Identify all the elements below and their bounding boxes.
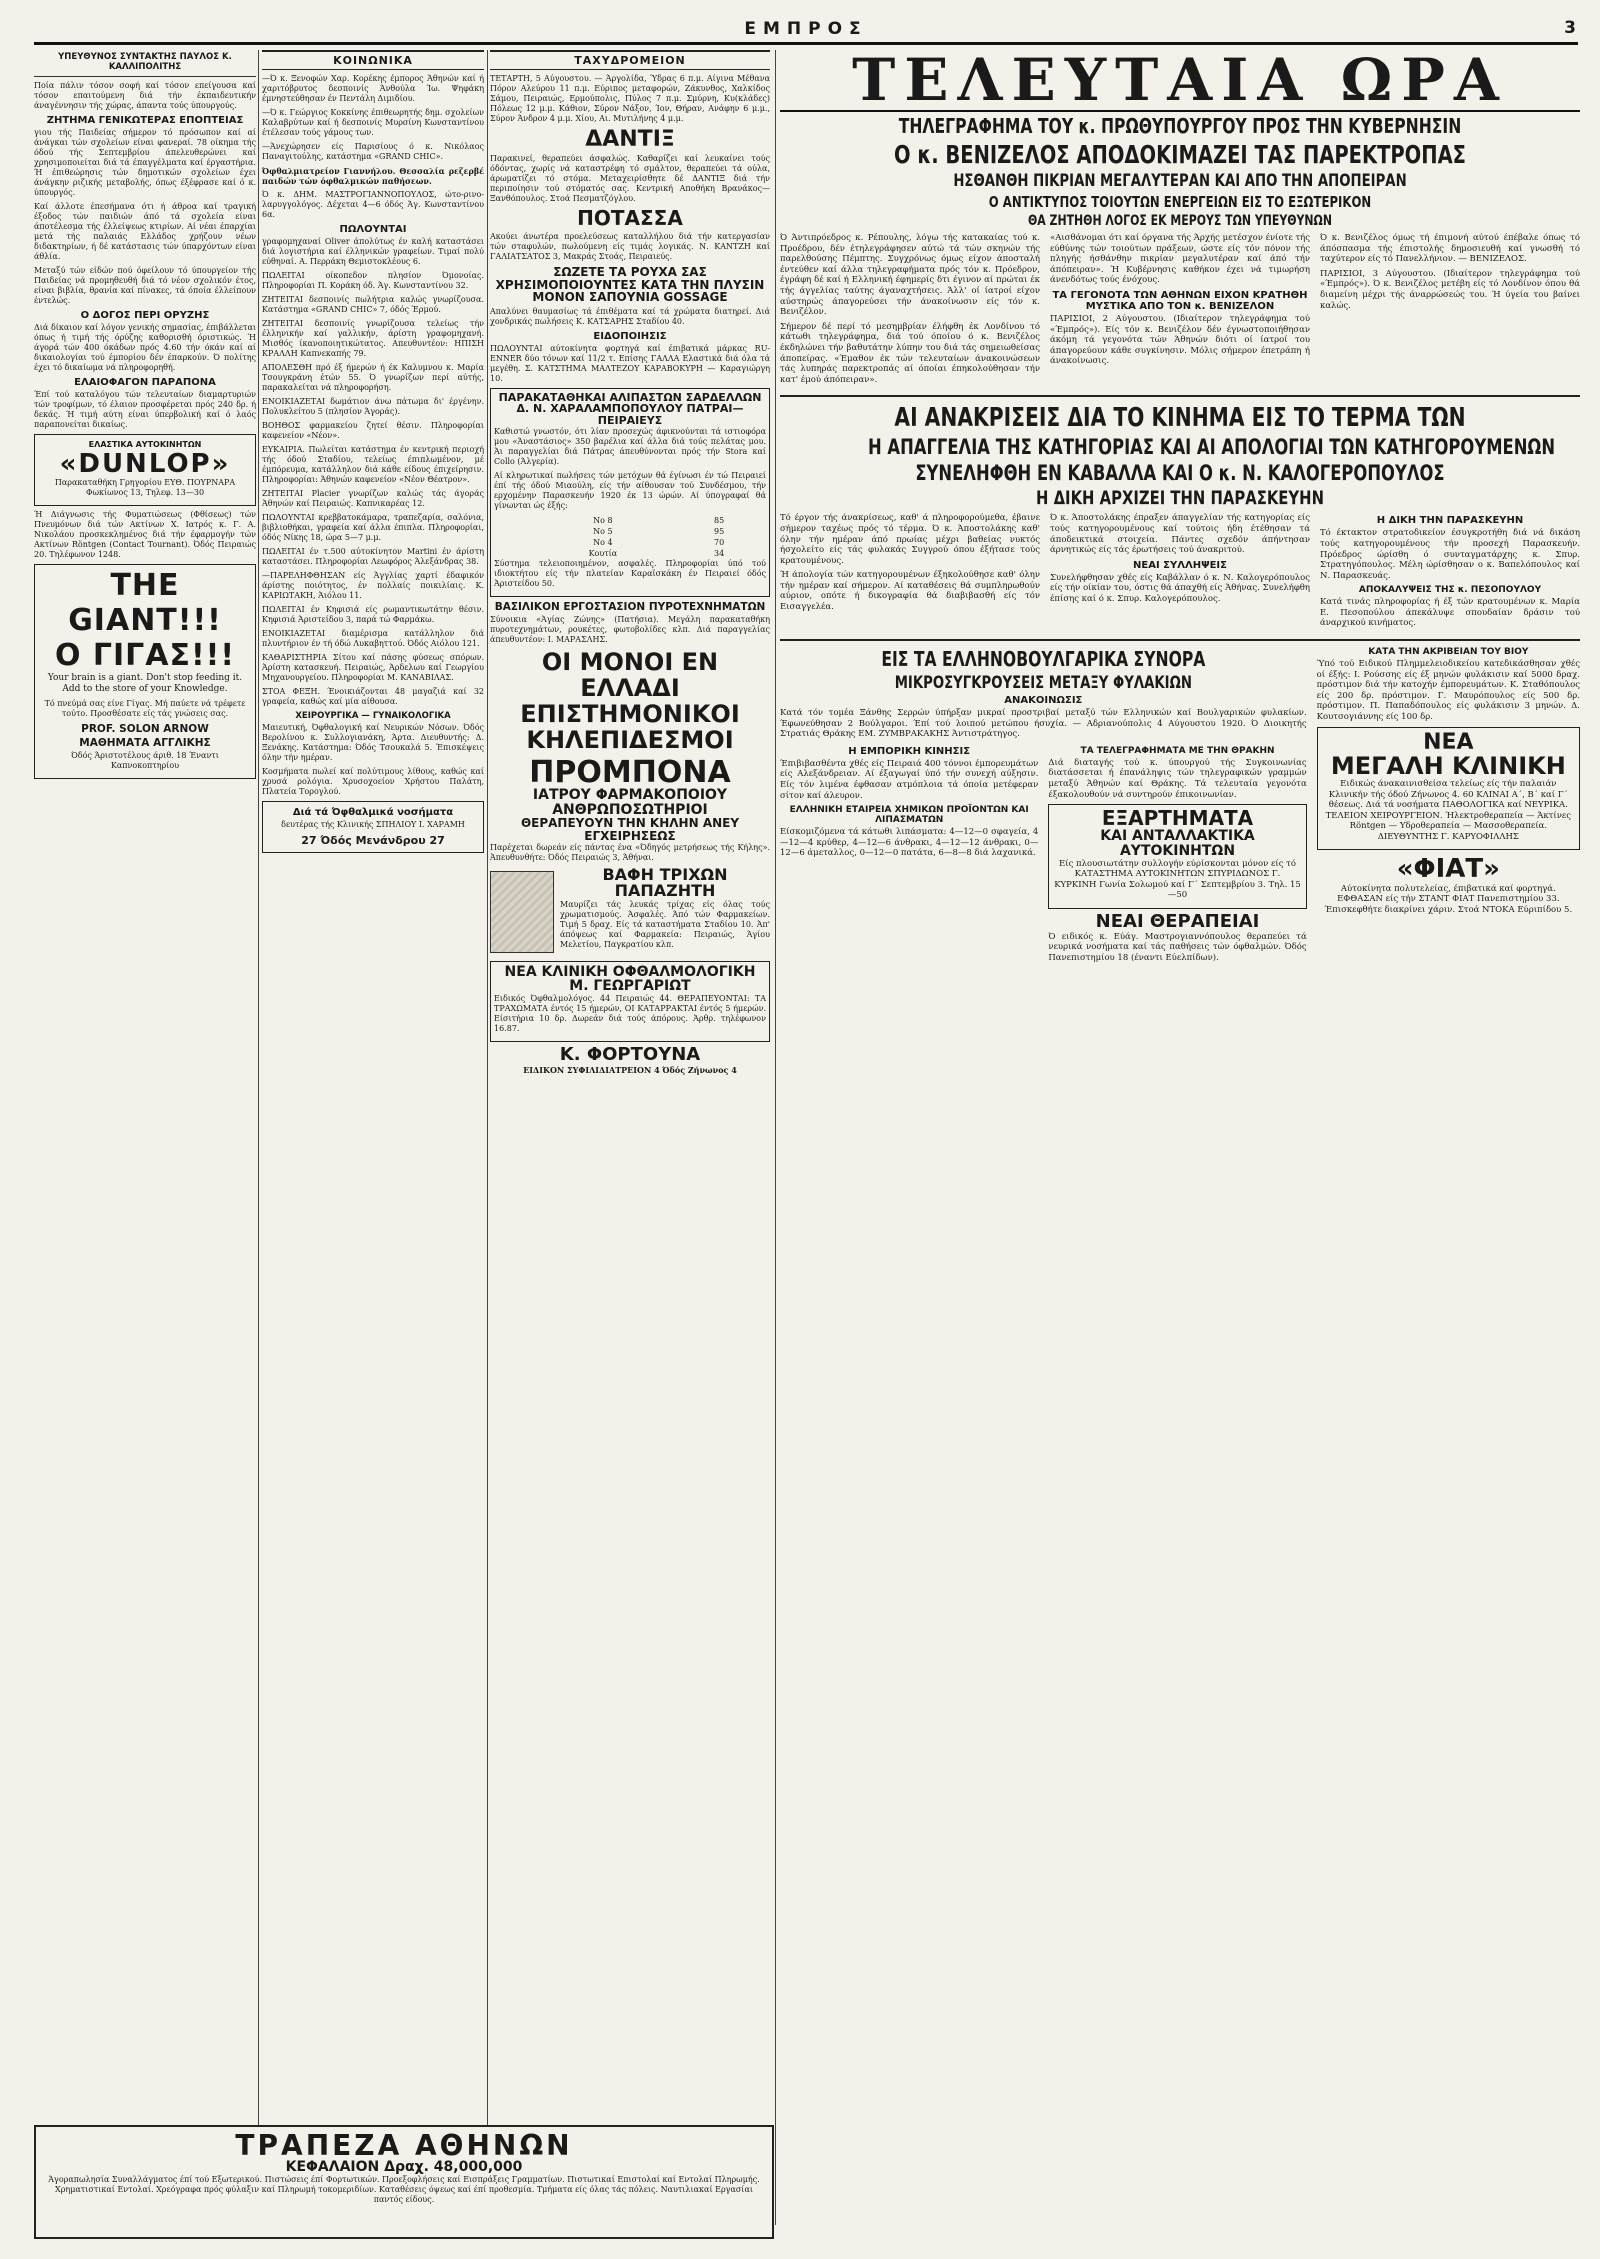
price-label: Κουτία [588,548,618,558]
article-paragraph: Ό κ. Βενιζέλος όμως τή έπιμονή αύτού έπέβαλε όπως τό άπόσπασμα τής έπιστολής δημοσιευθή καί γνωσθή τό ταχύτερον είς τό Πανελλήνιον. — ΒΕΝΙΖΕΛΟΣ. [1320,233,1580,265]
social-item: —Ό κ. Γεώργιος Κοκκίνης έπιθεωρητής δημ. σχολείων Καλαβρύτων καί ή δεσποινίς Μυρσίνη Κωνσταντίνου έτέλεσαν τούς γάμους των. [262,108,484,137]
latest-news-section [780,46,1580,2240]
article-paragraph: γιου τής Παιδείας σήμερον τό πρόσωπον καί αί άνάγκαι τών σχολείων είναι φανεραί. 78 οίκημα τής όδού τής Σεπτεμβρίου άπελευθερώνει καί χρησιμοποιείται διά τά έπαγγέλματα καί έργαστήρια. Ή έπιθεώρησις τών δημοτικών σχολείων έχει άνάγκην ριζικής μεταβολής, όπως έξέφρασε καί ό κ. ύπουργός. [34,128,256,197]
classified-item: ΠΩΛΕΙΤΑΙ έν τ.500 αύτοκίνητον Martini έν άρίστη καταστάσει. Πληροφορίαι Λεωφόρος Άλεξάνδρας 38. [262,547,484,566]
ad-subtitle: ΚΑΙ ΑΝΤΑΛΛΑΚΤΙΚΑ ΑΥΤΟΚΙΝΗΤΩΝ [1100,828,1255,859]
headline-deck: ΗΣΘΑΝΘΗ ΠΙΚΡΙΑΝ ΜΕΓΑΛΥΤΕΡΑΝ ΚΑΙ ΑΠΟ ΤΗΝ ΑΠΟΠΕΙΡΑΝ [953,171,1407,191]
article-paragraph: ΠΑΡΙΣΙΟΙ, 3 Αύγουστου. (Ιδιαίτερον τηλεγράφημα τού «Έμπρός»). Ό κ. Βενιζέλος μετέβη είς τό Λονδίνον όπου θά διαμείνη μέχρι τής άναρρώσεώς του. Ή ύγεία του βαίνει καλώς. [1320,268,1580,311]
article-subheading: ΑΝΑΚΟΙΝΩΣΙΣ [1004,695,1083,707]
article-paragraph: Καί άλλοτε έπεσήμανα ότι ή άθροα καί τραγική έξοδος τών παιδιών άπό τά σχολεία είναι άποτέλεσμα τής έλλείψεως κτιρίων. Αί νέαι έπαρχίαι μετά τής παλαιάς Ελλάδος χρήζουν νέων διδακτηρίων, ή δέ κατάστασις τών ύπαρχόντων είναι άθλία. [34,202,256,261]
soap-headline: ΣΩΖΕΤΕ ΤΑ ΡΟΥΧΑ ΣΑΣ ΧΡΗΣΙΜΟΠΟΙΟΥΝΤΕΣ ΚΑΤΑ ΤΗΝ ΠΛΥΣΙΝ ΜΟΝΟΝ ΣΑΠΟΥΝΙΑ GOSSAGE [495,265,765,305]
price-row [535,526,725,537]
ad-text: Παρακινεί, θεραπεύει άσφαλώς. Καθαρίζει καί λευκαίνει τούς όδόντας, χωρίς νά καταστρέφη τό σμάλτον, θεραπεύει τά ούλα, άρωματίζει τό στόμα. Μεταχειρίσθητε δέ ΔΑΝΤΙΞ διά τήν περιποίησιν τού στόματός σας. Κεντρική Αποθήκη Βρανάκος—Ξανθόπουλος. Στοά Πεσματζόγλου. [490,154,770,204]
article-paragraph: Τό έργον τής άνακρίσεως, καθ' ά πληροφορούμεθα, έβαινε σήμερον ταχέως πρός τό τέρμα. Ό κ. Άποστολάκης καθ' όλην τήν ημέραν άπό πρωίας μέχρι βαθείας νυκτός ήσχολείτο είς τάς φυλακάς Συγγρού όπου έξήτασε τούς κρατουμένους. [780,513,1040,566]
price-value: 85 [714,515,725,525]
ophthalmology-advertisement [490,961,770,1042]
ad-text: Παρέχεται δωρεάν είς πάντας ένα «Όδηγός μετρήσεως τής Κήλης». Άπευθυνθήτε: Όδός Πειραιώς 3, Άθήναι. [490,842,770,862]
headline-deck: Η ΑΠΑΓΓΕΛΙΑ ΤΗΣ ΚΑΤΗΓΟΡΙΑΣ ΚΑΙ ΑΙ ΑΠΟΛΟΓΙΑΙ ΤΩΝ ΚΑΤΗΓΟΡΟΥΜΕΝΩΝ [868,435,1556,460]
therapies-headline: ΝΕΑΙ ΘΕΡΑΠΕΙΑΙ [1095,910,1260,932]
article-paragraph: Ό Άντιπρόεδρος κ. Ρέπουλης, λόγω τής κατακαίας τού κ. Προέδρου, δέν έτηλεγράφησεν αύτώ τά τών σκηνών τής παρελθούσης Πέμπτης. Συγχρόνως όμως είχον άποσταλή έντεύθεν καί άλλα τηλεγραφήματα πρός τόν κ. Πρόεδρον, έγράφη δέ καί ή Ελληνική έφημερίς δτι έγινον αί πρώται έκ τής άγγελίας ταύτης άγαναχτήσεις. Άλλ' οί ίατροί είχον αύστηρώς άπαγορεύσει τήν άνακοίνωσιν είς τόν κ. Βενιζέλον. [780,233,1040,318]
ad-title: ΒΑΦΗ ΤΡΙΧΩΝ ΠΑΠΑΖΗΤΗ [602,864,728,901]
ad-text: Παρακαταθήκη Γρηγορίου ΕΥΘ. ΠΟΥΡΝΑΡΑ Φωκίωνος 13, Τηλεφ. 13—30 [54,478,236,498]
classified-item: ΚΑΘΑΡΙΣΤΗΡΙΑ Σίτου καί πάσης φύσεως σπόρων. Άρίστη κατασκευή. Πειραιώς, Άρδελωυ καί Γεωργίου Μηχανουργείου. Πληροφορίαι Μ. ΚΑΝΑΒΙΛΑΣ. [262,653,484,682]
giant-headline: THE GIANT!!! [68,568,222,639]
classified-item: ΠΩΛΕΙΤΑΙ έν Κηφισιά είς ρωμαντικωτάτην θέσιν. Κηφισιά Άριστείδου 3, παρά τώ Φαρμάκω. [262,605,484,624]
article-paragraph: Διά δίκαιον καί λόγον γενικής σημασίας, έπιβάλλεται όπως ή τιμή τής όρύζης καθορισθή όριστικώς. Ή άγορά τών 400 όκάδων πρός 4.60 τήν όκάν καί αί δικαιολογίαι τού έμπορίου δέν έπαρκούν. Ό πολίτης έχει τό δικαίωμα νά πληροφορηθή. [34,323,256,372]
article-paragraph: Ό κ. Άποστολάκης έπραξεν άπαγγελίαν τής κατηγορίας είς τούς κατηγορουμένους καί τούτοις ήδη έτέθησαν τά άποδεικτικά στοιχεία. Πάντες σχεδόν άπήντησαν άρνητικώς είς τάς έρωτήσεις τού άνακριτού. [1050,513,1310,556]
notice-text: ΠΩΛΟΥΝΤΑΙ αύτοκίνητα φορτηγά καί έπιβατικά μάρκας RU-ENNER δύο τόνων καί 11/2 τ. Επίσης ΓΑΛΛΑ Ελαστικά διά όλα τά μεγέθη. Σ. ΚΑΤΣΤΗΜΑ ΜΑΛΤΕΖΟΥ ΚΑΡΑΒΟΚΥΡΗ — Καραγιώργη 10. [490,343,770,383]
brand-headline: ΠΡΟΜΠΟΝΑ [529,754,731,790]
dunlop-advertisement [34,434,256,506]
classified-item: ΖΗΤΕΙΤΑΙ δεσποινίς γνωρίζουσα τελείως τήν έλληνικήν καί γαλλικήν, άρίστη γραφομηχανή. Μισθός ίκανοποιητικώτατος. Απευθυντέον: ΗΠΙΣΗ ΚΡΑΛΛΗ Καπνεκαπής 79. [262,319,484,358]
column-2 [262,50,484,2230]
article-paragraph: Είσκομιζόμενα τά κάτωθι λιπάσματα: 4—12—0 σφαγεία, 4—12—4 κρύθερ, 4—12—6 άνθρακι, 4—12—12 άνθρακι, 0—12—6 άμεταλλος, 0—12—0 πατάτα, 6—8—8 διά λαχανικά. [780,827,1039,859]
headline-deck: ΜΙΚΡΟΣΥΓΚΡΟΥΣΕΙΣ ΜΕΤΑΞΥ ΦΥΛΑΚΙΩΝ [894,673,1192,694]
dantix-headline: ΔΑΝΤΙΞ [585,127,675,152]
column-divider [775,50,776,2225]
masthead [34,16,1578,45]
giant-advertisement [34,564,256,779]
column-3 [490,50,770,2230]
fortouna-headline: Κ. ΦΟΡΤΟΥΝΑ [559,1043,701,1065]
column-1 [34,50,256,2230]
post-schedule: ΤΕΤΑΡΤΗ, 5 Αύγουστου. — Άργολίδα, Ύδρας 6 π.μ. Αίγινα Μέθανα Πόρον Αλεύρου 11 π.μ. Εύριπος μεταφορών, Ζάκυνθος, Χαλκίδος Σάμου, Πειραιώς, Ερμούπολις, Πύλος 7 π.μ. Σμύρνη, Κυ(κλάδες) Πόλεως 12 μ.μ. Κάθιον, Σύρον Νάξον, Ίον, Θήραν, Ανάφην 6 μ.μ., Σύρον Άνδρον 4 μ.μ. Χίου, Αι. Μυτιλήνης 4 μ.μ. [490,74,770,123]
bank-capital: ΚΕΦΑΛΑΙΟΝ Δραχ. 48,000,000 [285,2159,523,2176]
social-item: Όφθαλμιατρείον Γιαννήλου. Θεσσαλία ρεζερβέ παιδών τών όφθαλμικών παθήσεων. [262,166,484,186]
giant-headline-greek: Ο ΓΙΓΑΣ!!! [54,638,236,674]
article-subheading: ΕΛΛΗΝΙΚΗ ΕΤΑΙΡΕΙΑ ΧΗΜΙΚΩΝ ΠΡΟΪΟΝΤΩΝ ΚΑΙ ΛΙΠΑΣΜΑΤΩΝ [789,805,1029,826]
ad-text: Σύστημα τελειοποιημένον, ασφαλές. Πληροφορίαι ύπό τού ιδιοκτήτου είς τήν πλατείαν Καραϊσκάκη έν Πειραιεί όδός Άριστείδου 50. [494,558,766,588]
page-number: 3 [1564,18,1576,38]
article-subheading: ΤΑ ΤΕΛΕΓΡΑΦΗΜΑΤΑ ΜΕ ΤΗΝ ΘΡΑΚΗΝ [1080,745,1275,756]
headline-deck: Ο κ. ΒΕΝΙΖΕΛΟΣ ΑΠΟΔΟΚΙΜΑΖΕΙ ΤΑΣ ΠΑΡΕΚΤΡΟΠΑΣ [894,140,1466,169]
headline-deck: Ο ΑΝΤΙΚΤΥΠΟΣ ΤΟΙΟΥΤΩΝ ΕΝΕΡΓΕΙΩΝ ΕΙΣ ΤΟ ΕΞΩΤΕΡΙΚΟΝ [988,193,1372,211]
article-paragraph: Έπιβιβασθέντα χθές είς Πειραιά 400 τόννοι έμπορευμάτων είς Αλεξάνδρειαν. Αί έξαγωγαί ύπό τήν συνεχή αύξησιν. Είς τόν λιμένα έφθασαν ατμόπλοια τά όποία μετέφεραν σίτον καί άλευρον. [780,758,1039,801]
social-item: Ό κ. ΔΗΜ. ΜΑΣΤΡΟΓΙΑΝΝΟΠΟΥΛΟΣ, ώτο-ρινο-λαρυγγολόγος. Δέχεται 4—6 όδός Άγ. Κωνσταντίνου 6α. [262,190,484,219]
classified-item: ΖΗΤΕΙΤΑΙ Placier γνωρίζων καλώς τάς άγοράς Άθηνών καί Πειραιώς. Καπνικαρέας 12. [262,489,484,508]
classified-item: ΠΩΛΟΥΝΤΑΙ κρεββατοκάμαρα, τραπεζαρία, σαλόνια, βιβλιοθήκαι, γραφεία καί άλλα έπιπλα. Πληροφορίαι, όδός Νίκης 18, ώρα 5—7 μ.μ. [262,513,484,542]
price-label: Νο 5 [593,526,613,536]
ad-brand: «DUNLOP» [59,449,231,479]
bank-advertisement [34,2125,774,2239]
price-value: 95 [714,526,725,536]
ad-address: 27 Όδός Μενάνδρου 27 [301,834,445,847]
ad-title: ΠΑΡΑΚΑΤΑΘΗΚΑΙ ΑΛΙΠΑΣΤΩΝ ΣΑΡΔΕΛΛΩΝ Δ. Ν. ΧΑΡΑΛΑΜΠΟΠΟΥΛΟΥ ΠΑΤΡΑΙ—ΠΕΙΡΑΙΕΥΣ [498,390,762,427]
article-paragraph: Σήμερον δέ περί τό μεσημβρίαν έλήφθη έκ Λονδίνου τό κάτωθι τηλεγράφημα, διά τού όποίου ό κ. Βενιζέλος έκδηλώνει τήν βαθυτάτην λύπην του διά τάς σημειωθείσας άποπείρας. «Έμαθον έκ τών τελευταίων άνακοινώσεων τάς λυπηράς παρεκτροπάς αί όποίαι έπηκολούθησαν τήν κατ' έμού άπόπειραν». [780,321,1040,385]
xray-advertisement: Ή Διάγνωσις τής Φυματιώσεως (Φθίσεως) τών Πνευμόνων διά τών Ακτίνων Χ. Ιατρός κ. Γ. Α. Νικολάου προσκεκλημένος διά τήν έφαρμογήν τών Ακτίνων Röntgen (Contact Tournant). Όδός Πειραιώς 20. Τηλέφωνον 1248. [34,510,256,560]
section-title: ΚΟΙΝΩΝΙΚΑ [262,50,484,70]
classified-item: ΣΤΟΑ ΦΕΞΗ. Ένοικιάζονται 48 μαγαζιά καί 32 γραφεία, καθώς καί μία αίθουσα. [262,687,484,706]
article-paragraph: Κατά τόν τομέα Ξάνθης Σερρών ύπήρξαν μικραί προστριβαί μεταξύ τών Ελληνικών καί Βουλγαρικών φυλακίων. Έφωνεύθησαν 2 Βούλγαροι. Έπί τού λοιπού μετώπου ήσυχία. — Αδριανούπολις 4 Αύγουστου 1920. Ό Διοικητής Στρατιάς Θράκης ΕΜ. ΖΥΜΒΡΑΚΑΚΗΣ Άντιστράτηγος. [780,708,1307,740]
article-paragraph: Κατά τινάς πληροφορίας ή έξ τών κρατουμένων κ. Μαρία Ε. Πεσοπούλου άπεκάλυψε σπουδαίαν δράσιν τού άναρχικού κινήματος. [1320,597,1580,629]
ad-text: Καθιστώ γνωστόν, ότι λίαν προσεχώς άφικνούνται τά ιστιοφόρα μου «Άναστάσιος» 350 βαρέλια καί άλλα διά τούς πελάτας μου. Άι παραγγελίαι διά Πάτρας άπευθύνονται πρός τήν Stora καί Collo (Άλγερία). [494,426,766,466]
giant-professor: PROF. SOLON ARNOW [81,723,209,736]
article-subheading: ΤΑ ΓΕΓΟΝΟΤΑ ΤΩΝ ΑΘΗΝΩΝ ΕΙΧΟΝ ΚΡΑΤΗΘΗ ΜΥΣΤΙΚΑ ΑΠΟ ΤΟΝ κ. ΒΕΝΙΖΕΛΟΝ [1052,289,1308,312]
price-row [535,537,725,548]
article-subheading: ΑΠΟΚΑΛΥΨΕΙΣ ΤΗΣ κ. ΠΕΣΟΠΟΥΛΟΥ [1358,585,1542,596]
headline-deck: ΤΗΛΕΓΡΑΦΗΜΑ ΤΟΥ κ. ΠΡΩΘΥΠΟΥΡΓΟΥ ΠΡΟΣ ΤΗΝ ΚΥΒΕΡΝΗΣΙΝ [898,114,1462,138]
price-row [535,548,725,559]
column-divider [258,50,259,2225]
headline-deck: ΕΙΣ ΤΑ ΕΛΛΗΝΟΒΟΥΛΓΑΡΙΚΑ ΣΥΝΟΡΑ [881,647,1206,672]
giant-address: Όδός Άριστοτέλους άριθ. 18 Έναντι Καπνοκοπτηρίου [71,751,219,771]
ad-subheadline: ΘΕΡΑΠΕΥΟΥΝ ΤΗΝ ΚΗΛΗΝ ΑΝΕΥ ΕΓΧΕΙΡΗΣΕΩΣ [520,816,740,843]
ad-text: Ειδικώς άνακαινισθείσα τελείως είς τήν παλαιάν Κλινικήν τής όδού Ζήνωνος 4. 60 ΚΛΙΝΑΙ Α΄, Β΄ καί Γ΄ θέσεως. Διά τά νοσήματα ΠΑΘΟΛΟΓΙΚΑ καί ΝΕΥΡΙΚΑ. ΤΕΛΕΙΟΝ ΧΕΙΡΟΥΡΓΕΙΟΝ. Ήλεκτροθεραπεία — Άκτίνες Röntgen — Υδροθεραπεία — Μασσοθεραπεία. ΔΙΕΥΘΥΝΤΗΣ Γ. ΚΑΡΥΟΦΙΛΛΗΣ [1325,778,1572,842]
classified-item: ΕΝΟΙΚΙΑΖΕΤΑΙ διαμέρισμα κατάλληλον διά πλυντήριον έν τή όδώ Λυκαβηττού. Όδός Αιόλου 121. [262,629,484,648]
price-label: Νο 8 [593,515,613,525]
newspaper-title: ΕΜΠΡΟΣ [744,19,868,39]
article-paragraph: Συνελήφθησαν χθές είς Καβάλλαν ό κ. Ν. Καλογερόπουλος είς τήν οίκίαν του, όστις θά άπαχθή είς Άθήνας. Συνελήφθη έπίσης καί ό κ. Σπυρ. Καλογερόπουλος. [1050,572,1310,604]
column-divider [487,50,488,2225]
ad-title: ΝΕΑ ΚΛΙΝΙΚΗ ΟΦΘΑΛΜΟΛΟΓΙΚΗ Μ. ΓΕΩΡΓΑΡΙΩΤ [504,963,756,995]
social-item: —Ό κ. Ξενοφών Χαρ. Κορέκης έμπορος Άθηνών καί ή χαριτόβρυτος δεσποινίς Άνθούλα Ίω. Ψηφάκη έμνηστεύθησαν έν Πεντάλη Διμιδίου. [262,74,484,103]
section-title: ΤΑΧΥΔΡΟΜΕΙΟΝ [490,50,770,70]
headline-deck: ΣΥΝΕΛΗΦΘΗ ΕΝ ΚΑΒΑΛΛΑ ΚΑΙ Ο κ. Ν. ΚΑΛΟΓΕΡΟΠΟΥΛΟΣ [915,461,1445,486]
classified-item: ΖΗΤΕΙΤΑΙ δεσποινίς πωλήτρια καλώς γνωρίζουσα. Κατάστημα «GRAND CHIC» 7, όδός Έρμού. [262,295,484,314]
giant-greek-text: Τό πνεύμά σας είνε Γίγας. Μή παύετε νά τρέφετε τούτο. Προσθέσατε είς τάς γνώσεις σας. [44,699,246,719]
article-subheading: ΝΕΑΙ ΣΥΛΛΗΨΕΙΣ [1133,559,1227,571]
ad-text: δευτέρας τής Κλινικής ΣΠΗΛΙΟΥ Ι. ΧΑΡΑΜΗ [281,820,465,829]
clinic-advertisement [1317,727,1580,851]
bank-services: Άγοραπωλησία Συναλλάγματος έπί τού Εξωτερικού. Πιστώσεις έπί Φορτωτικών. Προεξοφλήσεις καί Εισπράξεις Γραμματίων. Πιστωτικαί Επιστολαί καί Εντολαί Πληρωμής. Χρηματιστικαί Εντολαί. Χρεόγραφα πρός φύλαξιν καί Πληρωμή τοκομεριδίων. Καταθέσεις όψεως καί έπί προθεσμία. Τμήματα είς όλας τάς πόλεις. Ναυτιλιακαί Εργασίαι παντός είδους. [48,2175,760,2205]
classified-item: ΑΠΟΛΕΣΘΗ πρό έξ ήμερών ή έκ Καλυμνου κ. Μαρία Τσουγκράνη έτών 55. Ό γνωρίζων περί αύτής, παρακαλείται νά πληροφορήση. [262,363,484,392]
price-value: 34 [714,548,725,558]
ad-text: Απαλύνει θαυμασίως τά έπιθέματα καί τά χρώματα διατηρεί. Διά χονδρικάς πωλήσεις Κ. ΚΑΤΣΑΡΗΣ Σταδίου 40. [490,306,770,326]
fiat-headline: «ΦΙΑΤ» [1396,854,1500,885]
headline-deck: ΘΑ ΖΗΤΗΘΗ ΛΟΓΟΣ ΕΚ ΜΕΡΟΥΣ ΤΩΝ ΥΠΕΥΘΥΝΩΝ [1027,213,1332,229]
article-subheading: Η ΕΜΠΟΡΙΚΗ ΚΙΝΗΣΙΣ [848,745,971,757]
ad-title: ΕΞΑΡΤΗΜΑΤΑ [1101,806,1254,831]
classified-item: ΠΩΛΕΙΤΑΙ οίκοπεδον πλησίον Όμονοίας. Πληροφορίαι Π. Κοράκη όδ. Άγ. Κωνσταντίνου 32. [262,271,484,290]
bank-title: ΤΡΑΠΕΖΑ ΑΘΗΝΩΝ [235,2129,573,2162]
price-table [535,515,725,559]
ad-title: ΜΕΓΑΛΗ ΚΛΙΝΙΚΗ [1330,751,1566,780]
article-paragraph: Μεταξύ τών είδών πού όφείλουν τό ύπουργείον τής Παιδείας νά προμηθευθή διά τό νέον σχολικόν έτος, είναι βιβλία, θρανία καί πίνακες, τά όποία έλλείπουν έντελώς. [34,266,256,305]
ad-text: Ειδικός Όφθαλμολόγος. 44 Πειραιώς 44. ΘΕΡΑΠΕΥΟΝΤΑΙ: ΤΑ ΤΡΑΧΩΜΑΤΑ έντός 15 ήμερών, ΟΙ ΚΑΤΑΡΡΑΚΤΑΙ έντός 5 ήμερών. Είσιτήρια 10 δρ. Δωρεάν διά τούς άπόρους. Άρθρ. τηλέφωνον 16.87. [494,993,766,1033]
headline-deck: Η ΔΙΚΗ ΑΡΧΙΖΕΙ ΤΗΝ ΠΑΡΑΣΚΕΥΗΝ [1036,487,1324,510]
ad-text: Ακούει άνωτέρα προελεύσεως καταλλήλου διά τήν κατεργασίαν τών σταφυλών, πωλούμενη είς τιμάς λογικάς. Ν. ΚΑΝΤΖΗ καί ΓΑΛΙΑΤΣΑΤΟΣ 3, Μακράς Στοάς, Πειραιεύς. [490,232,770,262]
latest-news-banner: ΤΕΛΕΥΤΑΙΑ ΩΡΑ [780,50,1580,112]
article-paragraph: Έπί τού καταλόγου τών τελευταίων διαμαρτυριών τών τροφίμων, τό έλαιον προσφέρεται πρός 240 δρ. ή δεκάς. Ή τιμή αύτη είναι ύπερβολική καί ό λαός παραπονείται δικαίως. [34,390,256,429]
article-paragraph: Τό έκτακτον στρατοδικείον έσυγκροτήθη διά νά δικάση τούς κατηγορουμένους τήν προσεχή Παρασκευήν. Πρόεδρος ώρίσθη ό συνταγματάρχης κ. Σπυρ. Στρατηγόπουλος. Μέλη ώρίσθησαν ο κ. Βαπελόπουλος καί Ν. Παρασκευάς. [1320,528,1580,581]
ad-subheadline: ΙΑΤΡΟΥ ΦΑΡΜΑΚΟΠΟΙΟΥ ΑΝΘΡΩΠΟΣΩΤΗΡΙΟΙ [532,787,728,818]
ad-text: ΕΙΔΙΚΟΝ ΣΥΦΙΛΙΔΙΑΤΡΕΙΟΝ 4 Όδός Ζήνωνος 4 [523,1064,737,1075]
ad-title: Διά τά Όφθαλμικά νοσήματα [292,807,454,818]
editor-byline: ΥΠΕΥΘΥΝΟΣ ΣΥΝΤΑΚΤΗΣ ΠΑΥΛΟΣ Κ. ΚΑΛΛΙΠΟΛΙΤΗΣ [58,52,232,72]
notice-heading: ΕΙΔΟΠΟΙΗΣΙΣ [593,330,667,342]
ad-title: ΝΕΑ [1423,729,1474,755]
ad-text: Είς πλουσιωτάτην συλλογήν εύρίσκονται μόνον είς τό ΚΑΤΑΣΤΗΜΑ ΑΥΤΟΚΙΝΗΤΩΝ ΣΠΥΡΙΔΩΝΟΣ Γ. ΚΥΡΚΙΝΗ Γωνία Σολωμού καί Γ΄ Σεπτεμβρίου 3. Τηλ. 15—50 [1054,858,1301,901]
article-subheading: ΖΗΤΗΜΑ ΓΕΝΙΚΩΤΕΡΑΣ ΕΠΟΠΤΕΙΑΣ [46,115,244,126]
article-subheading: ΕΛΑΙΟΦΑΓΟΝ ΠΑΡΑΠΟΝΑ [74,377,216,388]
eye-clinic-advertisement [262,801,484,853]
headline-deck: ΑΙ ΑΝΑΚΡΙΣΕΙΣ ΔΙΑ ΤΟ ΚΙΝΗΜΑ ΕΙΣ ΤΟ ΤΕΡΜΑ ΤΩΝ [894,403,1466,434]
ad-text: Σύνοικια «Άγίας Ζώνης» (Πατήσια). Μεγάλη παρακαταθήκη πυροτεχνημάτων, ρουκέτες, φωτοβολίδες κλπ. Διά παραγγελίας άπευθυντέον: Ι. ΜΑΡΑΣΛΗΣ. [490,614,770,644]
article-paragraph: Ή άπολογία τών κατηγορουμένων έξηκολούθησε καθ' όλην τήν ημέραν καί σήμερον. Αί καταθέσεις θά συμπληρωθούν αύριον, οπότε ή δικογραφία θά διαβιβασθή είς τόν Εισαγγελέα. [780,570,1040,613]
hernia-headline: ΟΙ ΜΟΝΟΙ ΕΝ ΕΛΛΑΔΙ ΕΠΙΣΤΗΜΟΝΙΚΟΙ ΚΗΛΕΠΙΔΕΣΜΟΙ [520,647,740,754]
article-paragraph: Ύπό τού Ειδικού Πλημμελειοδικείου κατεδικάσθησαν χθές οί έξής: Ι. Ρούσσης είς έξ μηνών φυλάκισιν καί 5000 δραχ. πρόστιμον διά τήν κατοχήν έμπορευμάτων. Κ. Σταθόπουλος είς 200 δρ. πρόστιμον. Γ. Μαυρόπουλος είς 500 δρ. πρόστιμον. Π. Παπαδόπουλος είς φυλάκισιν 3 μηνών. Δ. Κουτσογιάννης είς 100 δρ. [1316,659,1580,723]
classified-item: Μαιευτική, Όφθαλογική καί Νευρικών Νόσων. Όδός Βερολίνου κ. Συλλογιανάκη, Άρτα. Διευθυντής: Δ. Ξενάκης. Κατάστημα: Όδός Τσουκαλά 5. Έπισκέψεις όλην τήν ημέραν. [262,723,484,762]
article-paragraph: Διά διαταγής τού κ. ύπουργού τής Συγκοινωνίας διατάσσεται ή έπανάληψις τών τηλεγραφικών γραμμών μεταξύ Άθηνών καί Θράκης. Τά τελευταία γεγονότα έξακολουθούν νά συντηρούν έπικοινωνίαν. [1048,757,1307,800]
ad-text: Αύτοκίνητα πολυτελείας, έπιβατικά καί φορτηγά. ΕΦΘΑΣΑΝ είς τήν ΣΤΑΝΤ ΦΙΑΤ Πανεπιστημίου 33. Έπισκεφθήτε διακρίνει χάριν. Στοά ΝΤΟΚΑ Εύριπίδου 5. [1324,883,1573,915]
classified-heading: ΠΩΛΟΥΝΤΑΙ [339,224,407,235]
classified-item: Κοσμήματα πωλεί καί πολύτιμους λίθους, καθώς καί χρυσά ρολόγια. Χρυσοχοείον Χρήστου Παλάτη, Πλατεία Τορογλού. [262,767,484,796]
classified-item: ΕΥΚΑΙΡΙΑ. Πωλείται κατάστημα έν κεντρική περιοχή τής όδού Σταδίου, τελείως έπιπλωμένον, μέ έμπόρευμα, κατάλληλον διά κάθε είδους έπιχείρησιν. Πληροφορίαι: Άθηνών καφενείον «Νέον Θέατρον». [262,445,484,484]
price-label: Νο 4 [593,537,613,547]
woman-portrait-illustration [490,871,554,953]
classified-item: γραφομηχαναί Oliver άπολύτως έν καλή καταστάσει διά λογιστήρια καί έλληνικών γραφείων. Τιμαί πολύ εύθηναί. Α. Περράκη Θεμιστοκλέους 6. [262,237,484,266]
ad-title: ΕΛΑΣΤΙΚΑ ΑΥΤΟΚΙΝΗΤΩΝ [88,440,202,449]
ad-text: Μαυρίζει τάς λευκάς τρίχας είς όλας τούς χρωματισμούς. Άσφαλές. Άπό τών Φαρμακείων. Τιμή 5 δραχ. Είς τά καταστήματα Σταδίου 10. Άπ' άπόψεως καί Φαρμακεία: Πειραιώς, Άγίου Μελετίου, Παγκρατίου κλπ. [560,900,770,950]
article-paragraph: «Αισθάνομαι ότι καί όργανα τής Άρχής μετέσχον ένίοτε τής εύθύνης τών τοιούτων πράξεων, ώστε είς τόν πόνον τής πληγής ήσθάνθην πικρίαν μεγαλυτέραν καί άπό τήν άπόπειραν». Ή Κυβέρνησις καθήκον έχει νά τιμωρήση άνενδότως τούς ένόχους. [1050,233,1310,286]
giant-english-text: Your brain is a giant. Don't stop feeding it. Add to the store of your Knowledge. [47,673,243,695]
classified-heading: ΧΕΙΡΟΥΡΓΙΚΑ — ΓΥΝΑΙΚΟΛΟΓΙΚΑ [295,711,451,721]
social-item: —Άνεχώρησεν είς Παρισίους ό κ. Νικόλαος Παναγιτούλης, κατάστημα «GRAND CHIC». [262,142,484,161]
article-paragraph: Ποία πάλιν τόσον σοφή καί τόσον επείγουσα καί τόσον επαιτούμενη διά τήν έκπαιδευτικήν άναγέννησιν τής χώρας, άπαντα τούς ύπουργούς. [34,81,256,110]
article-subheading: ΚΑΤΑ ΤΗΝ ΑΚΡΙΒΕΙΑΝ ΤΟΥ ΒΙΟΥ [1368,647,1529,658]
ad-text: Αί κληρωτικαί πωλήσεις τών μετόχων θά έγίνωσι έν τώ Πειραιεί έπί τής όδού Μιαούλη, είς τήν αίθουσαν τού Συνδέσμου, τήν ερχομένην Παρασκευήν 1920 έκ 13 ώρών. Αί ύπογραφαί θά γίνωνται ώς έξής: [494,470,766,510]
article-subheading: Η ΔΙΚΗ ΤΗΝ ΠΑΡΑΣΚΕΥΗΝ [1376,515,1524,527]
price-value: 70 [714,537,725,547]
classified-item: ΕΝΟΙΚΙΑΖΕΤΑΙ δωμάτιον άνω πάτωμα δι' έργένην. Πολυκλείτου 5 (πλησίον Άγοράς). [262,397,484,416]
potassa-headline: ΠΟΤΑΣΣΑ [577,206,683,231]
hair-dye-advertisement [490,864,770,957]
article-subheading: Ο ΔΟΓΟΣ ΠΕΡΙ ΟΡΥΖΗΣ [80,310,210,321]
sardines-advertisement [490,388,770,597]
ad-text: Ό ειδικός κ. Εύάγ. Μαστρογιαννόπουλος θεραπεύει τά νευρικά νοσήματα καί τάς παθήσεις τών όφθαλμών. Όδός Πανεπιστημίου 18 (έναντι Εύελπίδων). [1048,931,1307,964]
price-row [535,515,725,526]
giant-subject: ΜΑΘΗΜΑΤΑ ΑΓΓΛΙΚΗΣ [79,737,211,750]
fireworks-heading: ΒΑΣΙΛΙΚΟΝ ΕΡΓΟΣΤΑΣΙΟΝ ΠΥΡΟΤΕΧΝΗΜΑΤΩΝ [494,600,766,613]
classified-item: —ΠΑΡΕΛΗΦΘΗΣΑΝ είς Άγγλίας χαρτί έδαφικόν άρίστης ποιότητος, έν πολλαίς ποικιλίαις. Κ. ΚΑΡΙΩΤΑΚΗ, Άιόλου 11. [262,571,484,600]
article-paragraph: ΠΑΡΙΣΙΟΙ, 2 Αύγουστου. (Ιδιαίτερον τηλεγράφημα τού «Έμπρός»). Είς τόν κ. Βενιζέλον δέν έγνωστοποιήθησαν άκόμη τά γεγονότα τών Άθηνών διότι οί ίατροί του άπαγορεύουν κάθε συγκίνησιν. Μόλις σήμερον έπετράπη ή άνακοίνωσις. [1050,313,1310,367]
auto-parts-advertisement [1048,804,1306,909]
classified-item: ΒΟΗΘΟΣ φαρμακείου ζητεί θέσιν. Πληροφορίαι καφενείον «Νέον». [262,421,484,440]
